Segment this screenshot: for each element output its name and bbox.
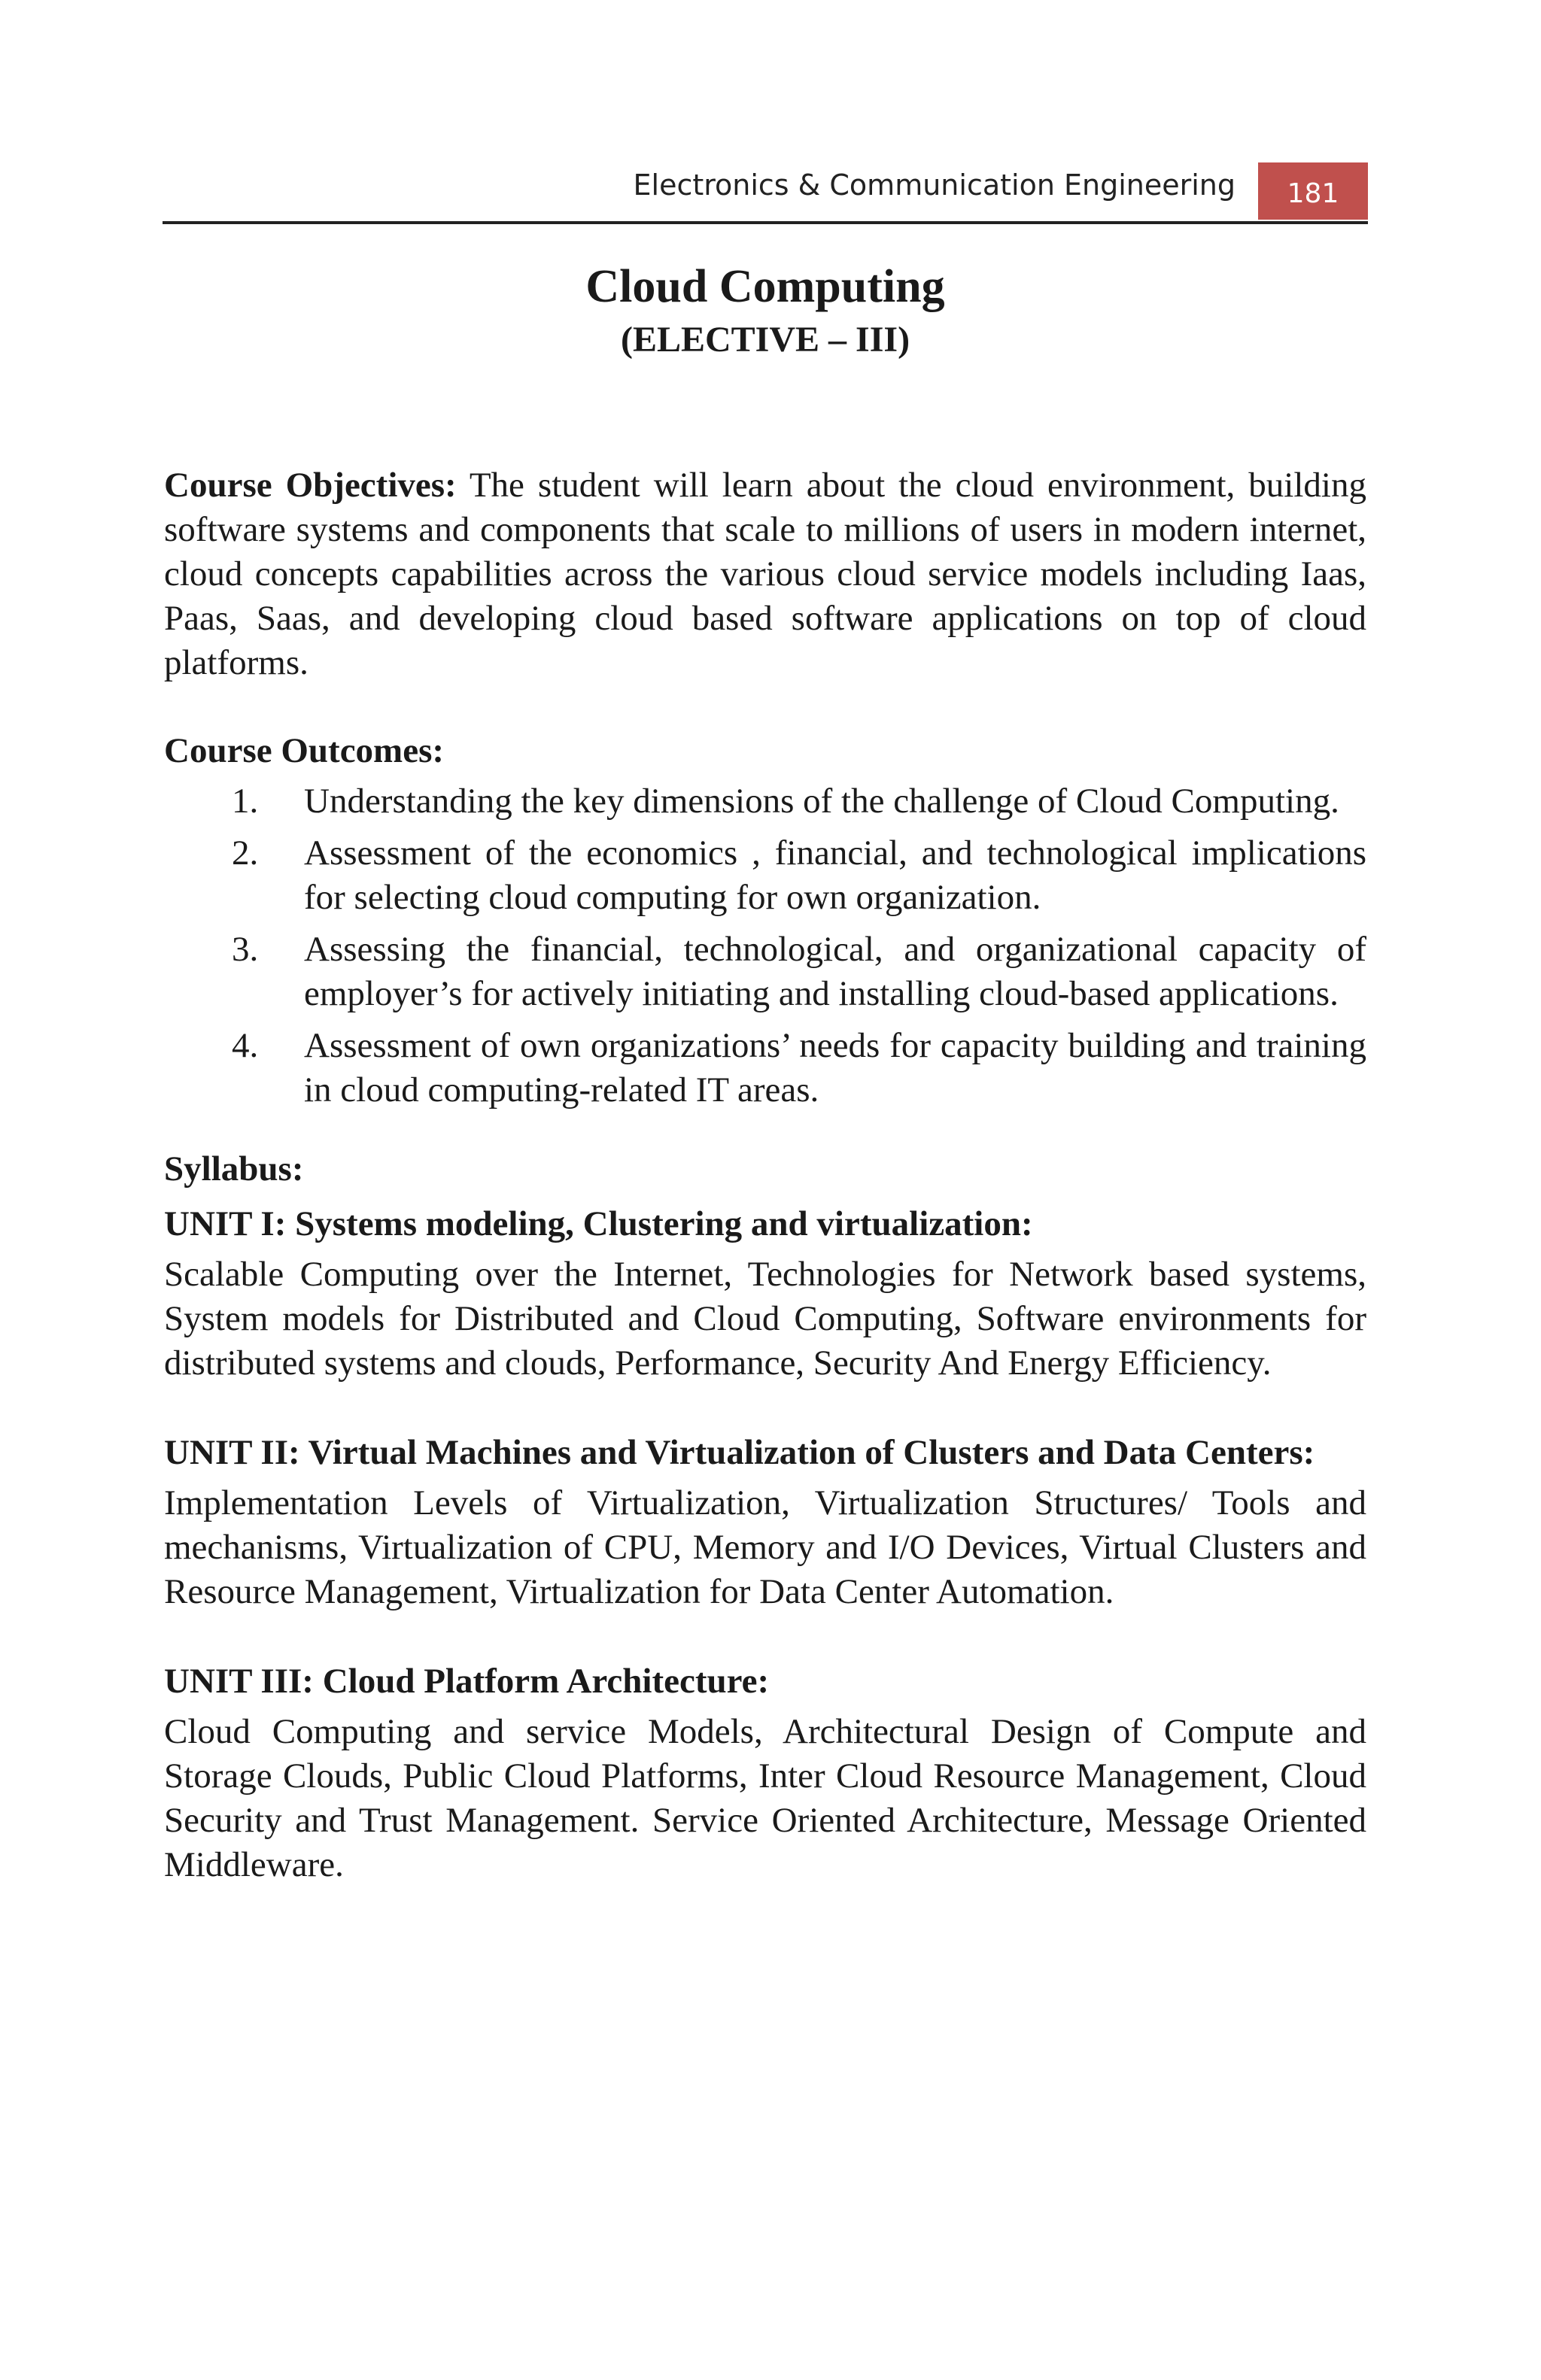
- outcome-text: Assessment of own organizations’ needs for capacity building and training in cloud computing-related IT areas.: [304, 1026, 1366, 1110]
- outcome-item: [164, 831, 1366, 920]
- outcome-text: Assessing the financial, technological, and organizational capacity of employer’s for actively initiating and installing cloud-based applications.: [304, 930, 1366, 1013]
- outcome-text: Assessment of the economics , financial, and technological implications for selecting cloud computing for own organization.: [304, 833, 1366, 917]
- course-objectives-label: Course Objectives:: [164, 466, 457, 505]
- unit-2-title: UNIT II: Virtual Machines and Virtualization of Clusters and Data Centers:: [164, 1433, 1315, 1472]
- outcome-item: [164, 779, 1366, 824]
- outcome-item: [164, 1024, 1366, 1113]
- unit-1-title: UNIT I: Systems modeling, Clustering and virtualization:: [164, 1204, 1033, 1243]
- document-subtitle: (ELECTIVE – III): [620, 320, 910, 360]
- outcome-number: 4.: [232, 1026, 259, 1065]
- outcome-number: 1.: [232, 782, 259, 821]
- document-title: Cloud Computing: [585, 261, 945, 312]
- unit-3-title: UNIT III: Cloud Platform Architecture:: [164, 1662, 770, 1701]
- outcome-text: Understanding the key dimensions of the challenge of Cloud Computing.: [304, 782, 1339, 821]
- outcome-number: 2.: [232, 833, 259, 873]
- page-number-badge: 181: [1258, 162, 1368, 220]
- outcome-item: [164, 927, 1366, 1016]
- course-objectives: [164, 463, 1366, 685]
- course-outcomes-list: [164, 779, 1366, 1113]
- page-content: [164, 259, 1366, 1887]
- course-outcomes-heading: Course Outcomes:: [164, 731, 445, 770]
- unit-3-body: Cloud Computing and service Models, Architectural Design of Compute and Storage Clouds, Public Cloud Platforms, Inter Cloud Resource Management, Cloud Security and Trust Management. Service Oriented Architecture, Message Oriented Middleware.: [164, 1712, 1366, 1884]
- syllabus-heading: Syllabus:: [164, 1149, 304, 1188]
- header-title: Electronics & Communication Engineering: [633, 168, 1236, 202]
- course-objectives-text: The student will learn about the cloud environment, building software systems and components that scale to millions of users in modern internet, cloud concepts capabilities across the various cloud service models including Iaas, Paas, Saas, and developing cloud based software applications on top of cloud platforms.: [164, 466, 1366, 682]
- outcome-number: 3.: [232, 930, 259, 969]
- running-header: [163, 162, 1368, 224]
- unit-2-body: Implementation Levels of Virtualization, Virtualization Structures/ Tools and mechanisms, Virtualization of CPU, Memory and I/O Devices, Virtual Clusters and Resource Management, Virtualization for Data Center Automation.: [164, 1483, 1366, 1611]
- unit-1-body: Scalable Computing over the Internet, Technologies for Network based systems, System models for Distributed and Cloud Computing, Software environments for distributed systems and clouds, Performance, Security And Energy Efficiency.: [164, 1255, 1366, 1383]
